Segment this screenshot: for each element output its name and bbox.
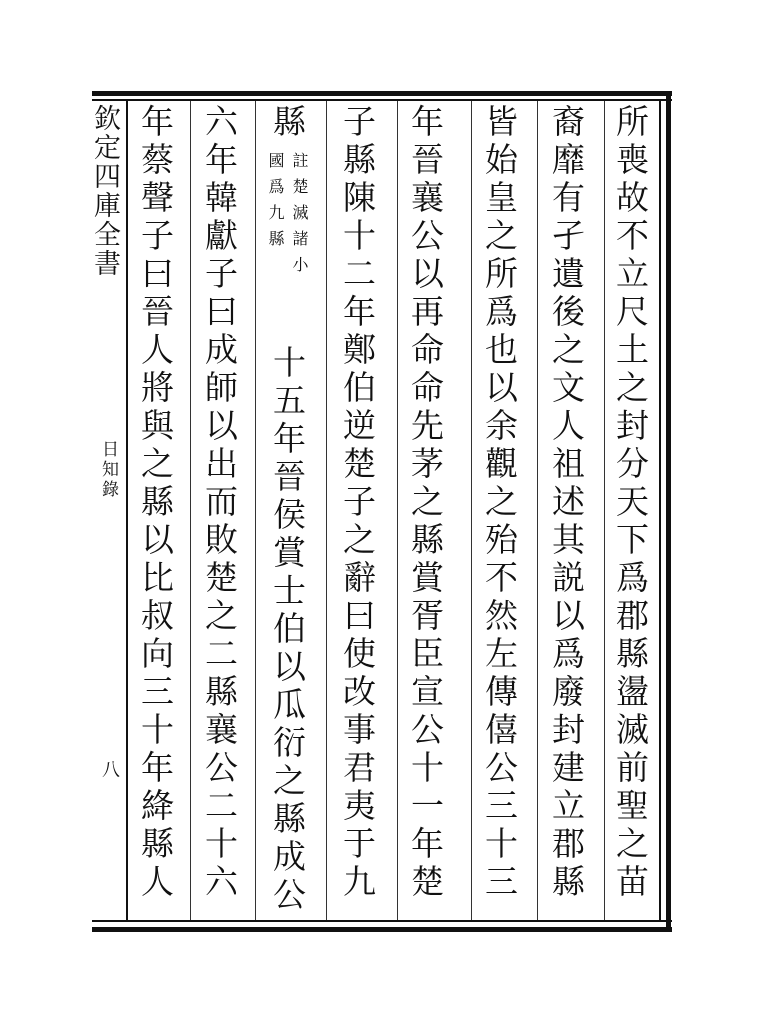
text-column-5: 子縣陳十二年鄭伯逆楚子之辭曰使改事君夷于九 [338, 104, 377, 902]
column-separator [326, 101, 327, 920]
frame-right-border [666, 91, 671, 932]
text-column-8: 年蔡聲子曰晉人將與之縣以比叔向三十年絳縣人 [136, 104, 175, 902]
column-separator [190, 101, 191, 920]
annotation-left-line: 國爲九縣 [266, 152, 285, 256]
column-separator [604, 101, 605, 920]
frame-right-inner [659, 99, 661, 922]
text-column-7: 六年韓獻子曰成師以出而敗楚之二縣襄公二十六 [200, 104, 239, 902]
text-column-2: 裔靡有孑遺後之文人祖述其説以爲廢封建立郡縣 [547, 104, 586, 902]
column-separator [255, 101, 256, 920]
text-column-1: 所喪故不立尺土之封分天下爲郡縣盪滅前聖之苗 [611, 104, 650, 902]
frame-margin-rule [126, 99, 128, 922]
text-column-6-head: 縣 [268, 104, 307, 142]
column-separator [471, 101, 472, 920]
frame-bottom-border [92, 927, 672, 932]
margin-book-title: 日知錄 [98, 440, 118, 500]
text-column-6: 十五年晉侯賞士伯以瓜衍之縣成公 [268, 345, 307, 915]
column-separator [397, 101, 398, 920]
frame-bottom-inner [92, 920, 672, 922]
text-column-4: 年晉襄公以再命命先茅之縣賞胥臣宣公十一年楚 [406, 104, 445, 902]
column-separator [537, 101, 538, 920]
frame-top-border [92, 91, 672, 96]
margin-page-number: 八 [99, 760, 120, 778]
frame-top-inner [92, 99, 672, 101]
text-column-3: 皆始皇之所爲也以余觀之殆不然左傳僖公三十三 [480, 104, 519, 902]
annotation-right-line: 註楚滅諸小 [290, 152, 309, 282]
margin-title: 欽定四庫全書 [89, 104, 120, 278]
